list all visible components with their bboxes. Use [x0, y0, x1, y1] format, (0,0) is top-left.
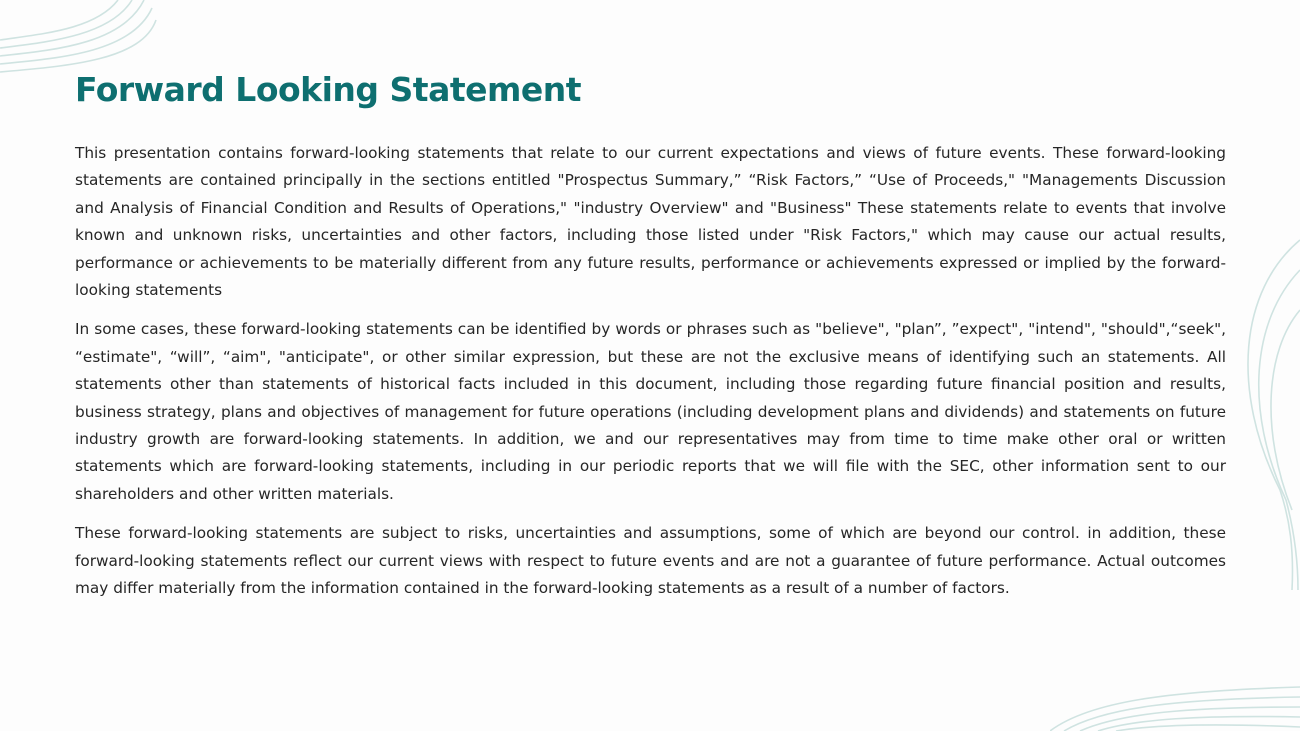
statement-body	[75, 140, 1226, 615]
decorative-wave-right	[1220, 230, 1300, 590]
page-title: Forward Looking Statement	[75, 70, 582, 109]
decorative-wave-top-left	[0, 0, 160, 80]
paragraph-2: In some cases, these forward-looking statements can be identified by words or phrases such as "believe", "plan”, ”expect", "intend", "should",“seek", “estimate", “will”, “aim", "anticipate", or other similar expression, but these are not the exclusive means of identifying such an statements. All statements other than statements of historical facts included in this document, including those regarding future financial position and results, business strategy, plans and objectives of management for future operations (including development plans and dividends) and statements on future industry growth are forward-looking statements. In addition, we and our representatives may from time to time make other oral or written statements which are forward-looking statements, including in our periodic reports that we will file with the SEC, other information sent to our shareholders and other written materials.	[75, 320, 1226, 503]
decorative-wave-bottom-right	[1050, 661, 1300, 731]
paragraph-1: This presentation contains forward-looking statements that relate to our current expectations and views of future events. These forward-looking statements are contained principally in the sections entitled "Prospectus Summary,” “Risk Factors,” “Use of Proceeds," "Managements Discussion and Analysis of Financial Condition and Results of Operations," "industry Overview" and "Business" These statements relate to events that involve known and unknown risks, uncertainties and other factors, including those listed under "Risk Factors," which may cause our actual results, performance or achievements to be materially different from any future results, performance or achievements expressed or implied by the forward-looking statements	[75, 144, 1226, 300]
paragraph-3: These forward-looking statements are subject to risks, uncertainties and assumptions, some of which are beyond our control. in addition, these forward-looking statements reflect our current views with respect to future events and are not a guarantee of future performance. Actual outcomes may differ materially from the information contained in the forward-looking statements as a result of a number of factors.	[75, 524, 1226, 598]
